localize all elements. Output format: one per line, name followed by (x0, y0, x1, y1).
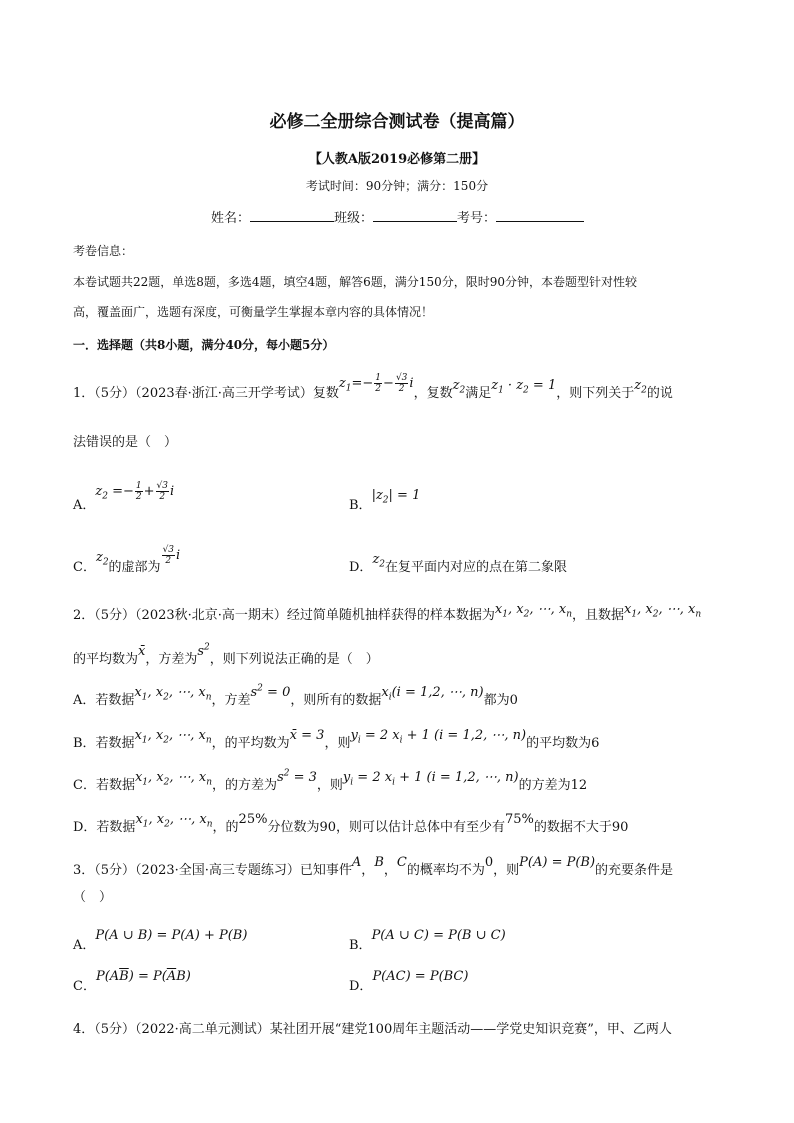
variance-zero: $s^2 = 0$ (250, 683, 291, 700)
section-heading: 一．选择题（共8小题，满分40分，每小题5分） (73, 338, 335, 352)
q3-mid2: ，则 (493, 863, 520, 878)
q2-option-b (73, 724, 600, 751)
percentile-25: 25% (238, 812, 268, 827)
option-c-formula: $P(A\overline{B}) = P(\overline{A}B)$ (95, 969, 191, 984)
option-d-label: D． (349, 560, 373, 575)
q1-mid3: ，则下列关于 (556, 386, 635, 401)
option-c-label: C． (73, 979, 96, 994)
sample-list: $x_1$, $x_2$, ⋯, $x_n$ (494, 602, 572, 620)
q2-c1: C．若数据 (73, 778, 135, 793)
question-3-line-1 (73, 851, 674, 878)
option-d-text: 在复平面内对应的点在第二象限 (385, 560, 568, 575)
z1z2-equation: $z_1 \cdot z_2 = 1$ (491, 378, 557, 396)
z2-symbol: $z_2$ (372, 552, 386, 570)
id-blank (496, 209, 584, 222)
yi-equation: $y_i = 2$ $x_i + 1$ (i = 1,2, ⋯, n) (342, 770, 519, 788)
option-d-label: D． (349, 979, 373, 994)
zero: 0 (484, 855, 494, 870)
name-blank (250, 209, 334, 222)
event-a: A (351, 855, 362, 870)
z2-symbol: $z_2$ (452, 378, 466, 396)
student-fields (211, 207, 584, 226)
sample-list: $x_1$, $x_2$, ⋯, $x_n$ (134, 685, 212, 703)
option-a-formula: $z_2$ =− $\frac{1}{2}$ + $\frac{√3}{2}$ i (95, 481, 175, 502)
comma: ， (383, 863, 397, 878)
q1-end: 的说 (646, 386, 673, 401)
question-2-line-2 (73, 640, 379, 667)
q2-a3: ，则所有的数据 (290, 693, 382, 708)
q1-option-c (73, 540, 181, 575)
q2-line2b: ，方差为 (145, 652, 198, 667)
variance-symbol: $s^2$ (197, 642, 210, 659)
q2-option-c (73, 766, 588, 793)
question-4-line-1: 4．（5分）（2022·高二单元测试）某社团开展“建党100周年主题活动——学党史知识竞赛”，甲、乙两人 (73, 1022, 672, 1037)
mean-symbol: x̄ (138, 644, 146, 659)
q3-prefix: 3．（5分）（2023·全国·高三专题练习）已知事件 (73, 863, 352, 878)
event-c: C (396, 855, 407, 870)
name-label: 姓名： (211, 211, 251, 226)
option-c-label: C． (73, 560, 96, 575)
q3-mid1: 的概率均不为 (406, 863, 485, 878)
q2-option-d (73, 808, 629, 835)
q2-d4: 的数据不大于90 (533, 820, 629, 835)
pa-eq-pb: P(A) = P(B) (519, 855, 596, 870)
q3-option-c (73, 965, 191, 994)
q2-d2: ，的 (212, 820, 239, 835)
q3-option-a (73, 924, 248, 953)
option-b-label: B． (349, 938, 372, 953)
q2-a4: 都为0 (483, 693, 518, 708)
q2-line2c: ，则下列说法正确的是（ ） (209, 652, 379, 667)
class-label: 班级： (334, 211, 374, 226)
sample-list: $x_1$, $x_2$, ⋯, $x_n$ (134, 770, 213, 788)
option-a-formula: P(A ∪ B) = P(A) + P(B) (95, 928, 248, 943)
q2-mid1: ，且数据 (572, 608, 625, 623)
q2-prefix: 2．（5分）（2023秋·北京·高一期末）经过简单随机抽样获得的样本数据为 (73, 608, 495, 623)
option-a-label: A． (73, 498, 96, 513)
option-b-formula: P(A ∪ C) = P(B ∪ C) (371, 928, 506, 943)
q2-d1: D．若数据 (73, 820, 136, 835)
q3-option-d (349, 965, 469, 994)
option-b-label: B． (349, 498, 372, 513)
q2-option-a (73, 681, 518, 708)
q2-c4: 的方差为12 (518, 778, 588, 793)
question-1-line-1 (73, 373, 673, 404)
q2-d3: 分位数为90，则可以估计总体中有至少有 (267, 820, 505, 835)
sample-list: $x_1$, $x_2$, ⋯, $x_n$ (134, 728, 212, 746)
sample-list: $x_1$, $x_2$, ⋯, $x_n$ (624, 602, 702, 620)
q3-option-b (349, 924, 506, 953)
page-subtitle: 【人教A版2019必修第二册】 (308, 152, 486, 167)
xi-index: $x_i(i = 1,2$, ⋯, n) (381, 685, 484, 703)
option-c-text: 的虚部为 (108, 560, 161, 575)
class-blank (373, 209, 457, 222)
question-3-line-2: （ ） (73, 890, 113, 905)
q1-mid1: ，复数 (413, 386, 453, 401)
exam-info: 考试时间：90分钟；满分：150分 (305, 179, 489, 193)
q2-a2: ，方差 (211, 693, 251, 708)
q2-c2: ，的方差为 (212, 778, 278, 793)
option-a-label: A． (73, 938, 96, 953)
percent-75: 75% (505, 812, 534, 827)
z2-symbol: $z_2$ (95, 550, 109, 568)
q2-b3: ，则 (324, 736, 351, 751)
q2-a1: A．若数据 (73, 693, 135, 708)
q1-mid2: 满足 (465, 386, 492, 401)
option-d-formula: P(AC) = P(BC) (372, 969, 469, 984)
id-label: 考号： (457, 211, 497, 226)
q2-b4: 的平均数为6 (526, 736, 600, 751)
q2-c3: ，则 (316, 778, 343, 793)
z1-equation: $z_1=-$ $\frac{1}{2}$ − $\frac{√3}{2}$ i (338, 373, 414, 394)
mean-equation: x̄ = 3 (289, 728, 325, 743)
info-line-2: 高，覆盖面广，选题有深度，可衡量学生掌握本章内容的具体情况！ (73, 305, 434, 319)
page-title: 必修二全册综合测试卷（提高篇） (269, 112, 525, 132)
sample-list: $x_1$, $x_2$, ⋯, $x_n$ (135, 812, 213, 830)
q1-option-a (73, 480, 175, 513)
q3-end: 的充要条件是 (595, 863, 674, 878)
variance-equation: $s^2 = 3$ (277, 768, 317, 785)
q1-option-d (349, 548, 568, 575)
yi-equation: $y_i = 2$ $x_i + 1$ (i = 1,2, ⋯, n) (350, 728, 527, 746)
q1-option-b (349, 484, 421, 513)
info-line-1: 本卷试题共22题，单选8题，多选4题，填空4题，解答6题，满分150分，限时90分钟，本卷题型针对性较 (73, 275, 637, 289)
event-b: B (374, 855, 384, 870)
q2-line2a: 的平均数为 (73, 652, 139, 667)
z2-symbol: $z_2$ (634, 378, 647, 396)
q2-b1: B．若数据 (73, 736, 135, 751)
question-1-line-2: 法错误的是（ ） (73, 435, 178, 450)
q1-prefix: 1．（5分）（2023春·浙江·高三开学考试）复数 (73, 386, 339, 401)
info-heading: 考卷信息： (73, 244, 134, 258)
q2-b2: ，的平均数为 (211, 736, 290, 751)
question-2-line-1 (73, 598, 702, 623)
comma: ， (361, 863, 375, 878)
option-b-formula: $|z_2| = 1$ (371, 488, 421, 506)
option-c-formula: $\frac{√3}{2}$ i (162, 545, 181, 566)
